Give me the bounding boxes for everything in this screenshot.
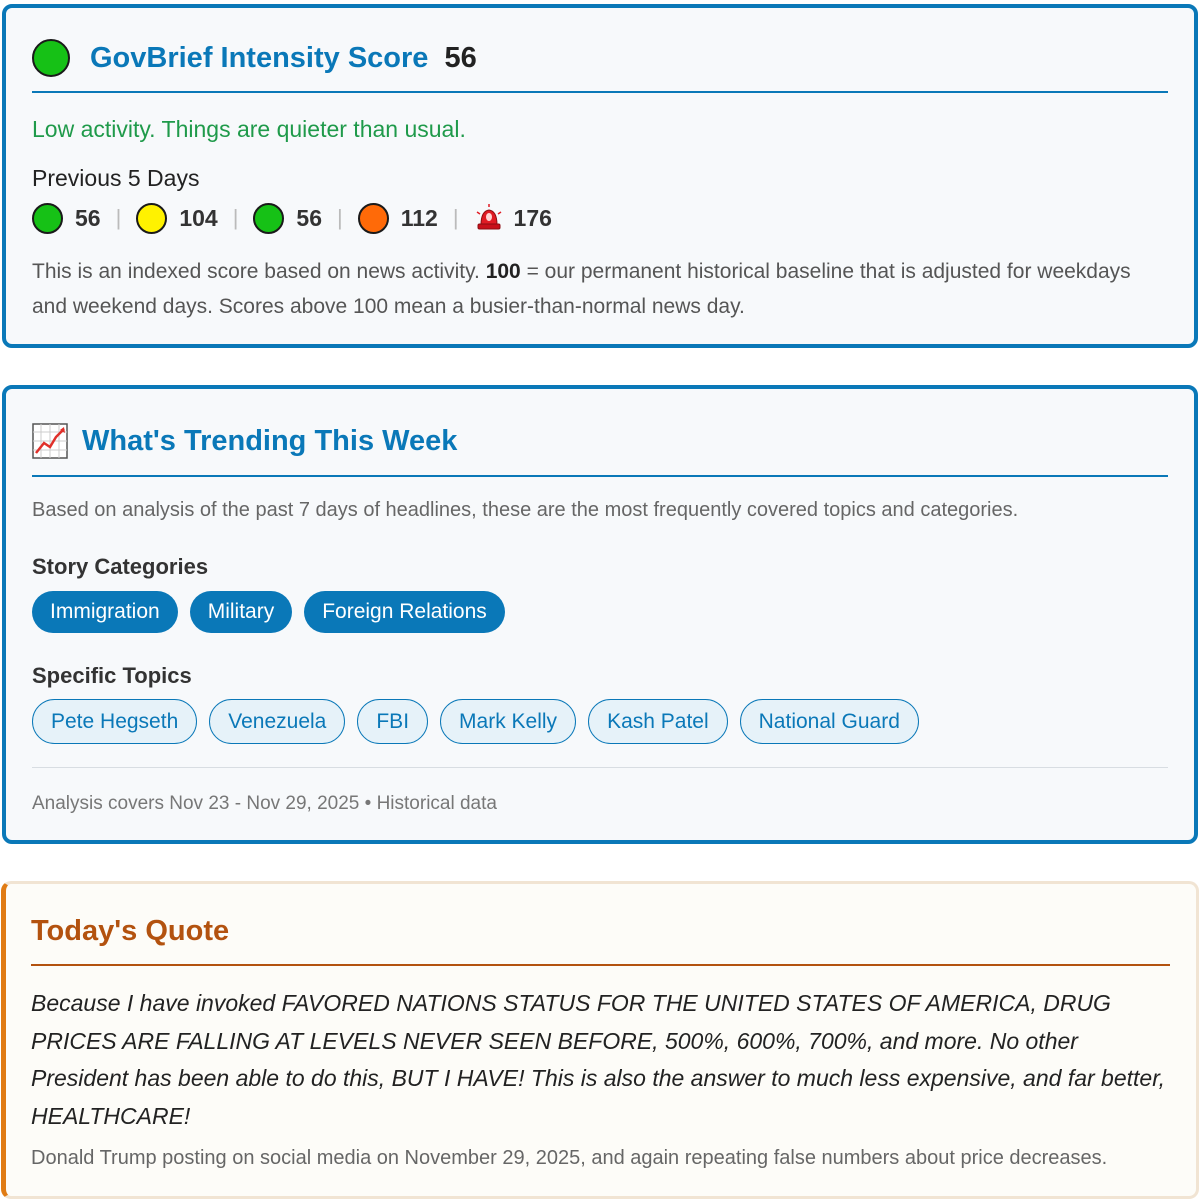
previous-day [358, 203, 438, 234]
topic-tag-kash-patel[interactable]: Kash Patel [588, 699, 728, 744]
separator: | [337, 205, 343, 230]
score-description [32, 254, 1154, 324]
topic-tag-venezuela[interactable]: Venezuela [209, 699, 345, 744]
topic-tag-mark-kelly[interactable]: Mark Kelly [440, 699, 576, 744]
score-divider [32, 91, 1168, 93]
category-tags [32, 591, 517, 633]
story-categories-heading: Story Categories [32, 554, 209, 579]
separator: | [232, 205, 239, 230]
green-circle-icon [253, 203, 284, 234]
separator: | [115, 205, 122, 230]
trending-footer-divider [32, 767, 1168, 768]
green-circle-icon [32, 203, 63, 234]
score-description-text: = our permanent historical baseline that is adjusted for weekdays and weekend days. Scores above 100 mean a busier-than-normal news day. [32, 260, 1131, 318]
specific-topics-heading: Specific Topics [32, 663, 192, 688]
previous-days-label: Previous 5 Days [32, 165, 200, 191]
previous-day [253, 203, 322, 234]
trending-footer: Analysis covers Nov 23 - Nov 29, 2025 • Historical data [32, 793, 497, 814]
category-tag-immigration[interactable]: Immigration [32, 591, 178, 633]
trending-divider [32, 475, 1168, 477]
previous-day-score: 56 [75, 204, 101, 231]
green-circle-icon [32, 39, 70, 77]
category-tag-foreign-relations[interactable]: Foreign Relations [304, 591, 505, 633]
category-tag-military[interactable]: Military [190, 591, 293, 633]
trending-title: What's Trending This Week [82, 424, 458, 457]
orange-circle-icon [358, 203, 389, 234]
baseline-value: 100 [485, 260, 521, 283]
topic-tag-fbi[interactable]: FBI [357, 699, 428, 744]
yellow-circle-icon [136, 203, 167, 234]
score-header [32, 36, 1168, 80]
previous-day-score: 56 [296, 204, 322, 231]
trending-description: Based on analysis of the past 7 days of headlines, these are the most frequently covered topics and categories. [32, 499, 1019, 521]
score-status-text: Low activity. Things are quieter than usual. [32, 116, 466, 142]
previous-day-score: 176 [513, 204, 552, 231]
topic-tag-national-guard[interactable]: National Guard [740, 699, 919, 744]
previous-day [136, 203, 217, 234]
previous-day [474, 203, 552, 233]
chart-increasing-icon [32, 423, 68, 459]
score-value: 56 [444, 41, 477, 74]
previous-day-score: 112 [400, 204, 438, 231]
quote-attribution: Donald Trump posting on social media on November 29, 2025, and again repeating false numbers about price decreases. [31, 1147, 1108, 1169]
quote-title: Today's Quote [31, 915, 230, 947]
previous-days-row [32, 200, 552, 236]
topic-tag-pete-hegseth[interactable]: Pete Hegseth [32, 699, 197, 744]
trending-header [32, 419, 1168, 463]
quote-text: Because I have invoked FAVORED NATIONS STATUS FOR THE UNITED STATES OF AMERICA, DRUG PRICES ARE FALLING AT LEVELS NEVER SEEN BEFORE, 500%, 600%, 700%, and more. No other President has been able to do this, BUT I HAVE! This is also the answer to much less expensive, and far better, HEALTHCARE! [31, 990, 1165, 1129]
separator: | [452, 205, 459, 230]
previous-day [32, 203, 101, 234]
topic-tags [32, 699, 931, 744]
score-title: GovBrief Intensity Score [90, 41, 429, 74]
quote-divider [31, 964, 1170, 966]
siren-light-icon [474, 203, 504, 233]
score-description-text: This is an indexed score based on news activity. [32, 260, 486, 283]
trending-card [2, 385, 1198, 844]
todays-quote-card [1, 881, 1199, 1199]
previous-day-score: 104 [179, 204, 218, 231]
intensity-score-card [2, 4, 1198, 348]
